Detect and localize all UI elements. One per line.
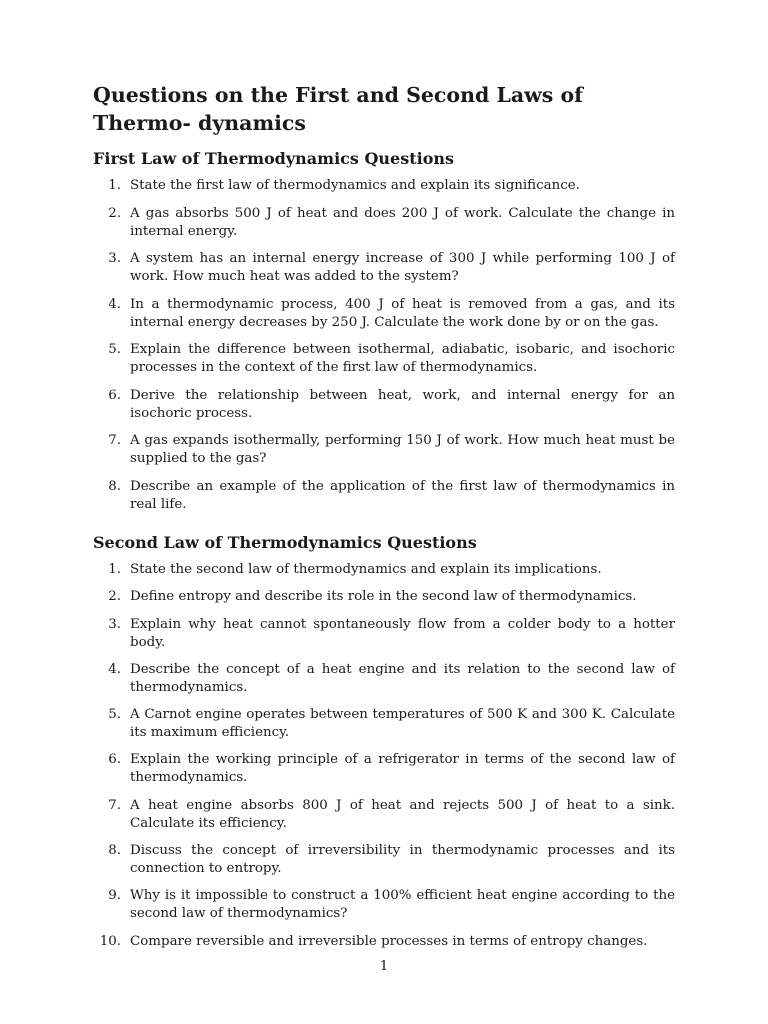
question-number: 8. bbox=[108, 843, 121, 859]
question-text: Derive the relationship between heat, work, and internal energy for an isochoric process. bbox=[130, 387, 675, 421]
second-law-question-list bbox=[93, 561, 675, 960]
question-number: 3. bbox=[108, 616, 121, 632]
section-heading-first-law: First Law of Thermodynamics Questions bbox=[93, 149, 455, 168]
question-item bbox=[93, 387, 675, 423]
question-number: 7. bbox=[108, 797, 121, 813]
question-text: Compare reversible and irreversible processes in terms of entropy changes. bbox=[130, 933, 648, 949]
question-text: A gas absorbs 500 J of heat and does 200 J of work. Calculate the change in internal energy. bbox=[130, 205, 675, 239]
question-item bbox=[93, 887, 675, 923]
question-item bbox=[93, 341, 675, 377]
question-number: 6. bbox=[108, 387, 121, 403]
question-item bbox=[93, 478, 675, 514]
document-title: Questions on the First and Second Laws of Thermo- dynamics bbox=[93, 83, 583, 135]
question-item bbox=[93, 177, 675, 195]
question-number: 10. bbox=[99, 933, 121, 949]
question-text: Describe the concept of a heat engine and its relation to the second law of thermodynamics. bbox=[130, 661, 675, 695]
question-text: A heat engine absorbs 800 J of heat and rejects 500 J of heat to a sink. Calculate its efficiency. bbox=[130, 797, 675, 831]
question-text: Describe an example of the application of the first law of thermodynamics in real life. bbox=[130, 478, 675, 512]
question-item bbox=[93, 561, 675, 579]
question-number: 9. bbox=[108, 888, 121, 904]
question-text: Define entropy and describe its role in the second law of thermodynamics. bbox=[130, 589, 637, 605]
question-item bbox=[93, 842, 675, 878]
first-law-question-list bbox=[93, 177, 675, 523]
question-item bbox=[93, 706, 675, 742]
question-item bbox=[93, 616, 675, 652]
question-item bbox=[93, 250, 675, 286]
question-item bbox=[93, 797, 675, 833]
question-item bbox=[93, 933, 675, 951]
question-number: 5. bbox=[108, 707, 121, 723]
question-item bbox=[93, 296, 675, 332]
question-number: 6. bbox=[108, 752, 121, 768]
question-item bbox=[93, 588, 675, 606]
question-text: Discuss the concept of irreversibility in thermodynamic processes and its connection to entropy. bbox=[130, 843, 675, 877]
question-number: 5. bbox=[108, 342, 121, 357]
question-text: A system has an internal energy increase of 300 J while performing 100 J of work. How much heat was added to the system? bbox=[130, 251, 675, 284]
question-item bbox=[93, 751, 675, 787]
question-text: State the first law of thermodynamics and explain its significance. bbox=[130, 178, 580, 193]
question-text: Explain why heat cannot spontaneously flow from a colder body to a hotter body. bbox=[130, 616, 675, 650]
question-number: 4. bbox=[108, 296, 121, 312]
question-number: 3. bbox=[108, 251, 121, 266]
question-number: 1. bbox=[108, 562, 121, 577]
question-number: 7. bbox=[108, 433, 121, 448]
question-item bbox=[93, 205, 675, 241]
question-text: Explain the difference between isothermal, adiabatic, isobaric, and isochoric processes in the context of the first law of thermodynamics. bbox=[130, 342, 675, 375]
question-text: Why is it impossible to construct a 100% efficient heat engine according to the second law of thermodynamics? bbox=[130, 888, 675, 922]
section-heading-second-law: Second Law of Thermodynamics Questions bbox=[93, 533, 477, 552]
question-number: 2. bbox=[108, 589, 121, 605]
question-text: A gas expands isothermally, performing 150 J of work. How much heat must be supplied to the gas? bbox=[130, 433, 675, 466]
question-text: A Carnot engine operates between temperatures of 500 K and 300 K. Calculate its maximum efficiency. bbox=[130, 707, 675, 741]
question-number: 4. bbox=[108, 661, 121, 677]
page-number: 1 bbox=[379, 959, 389, 974]
question-number: 2. bbox=[108, 205, 121, 221]
question-text: Explain the working principle of a refrigerator in terms of the second law of thermodynamics. bbox=[130, 752, 675, 786]
question-text: In a thermodynamic process, 400 J of heat is removed from a gas, and its internal energy decreases by 250 J. Calculate the work done by or on the gas. bbox=[130, 296, 675, 330]
question-number: 8. bbox=[108, 478, 121, 494]
question-text: State the second law of thermodynamics and explain its implications. bbox=[130, 562, 602, 577]
question-item bbox=[93, 432, 675, 468]
question-item bbox=[93, 661, 675, 697]
question-number: 1. bbox=[108, 178, 121, 193]
